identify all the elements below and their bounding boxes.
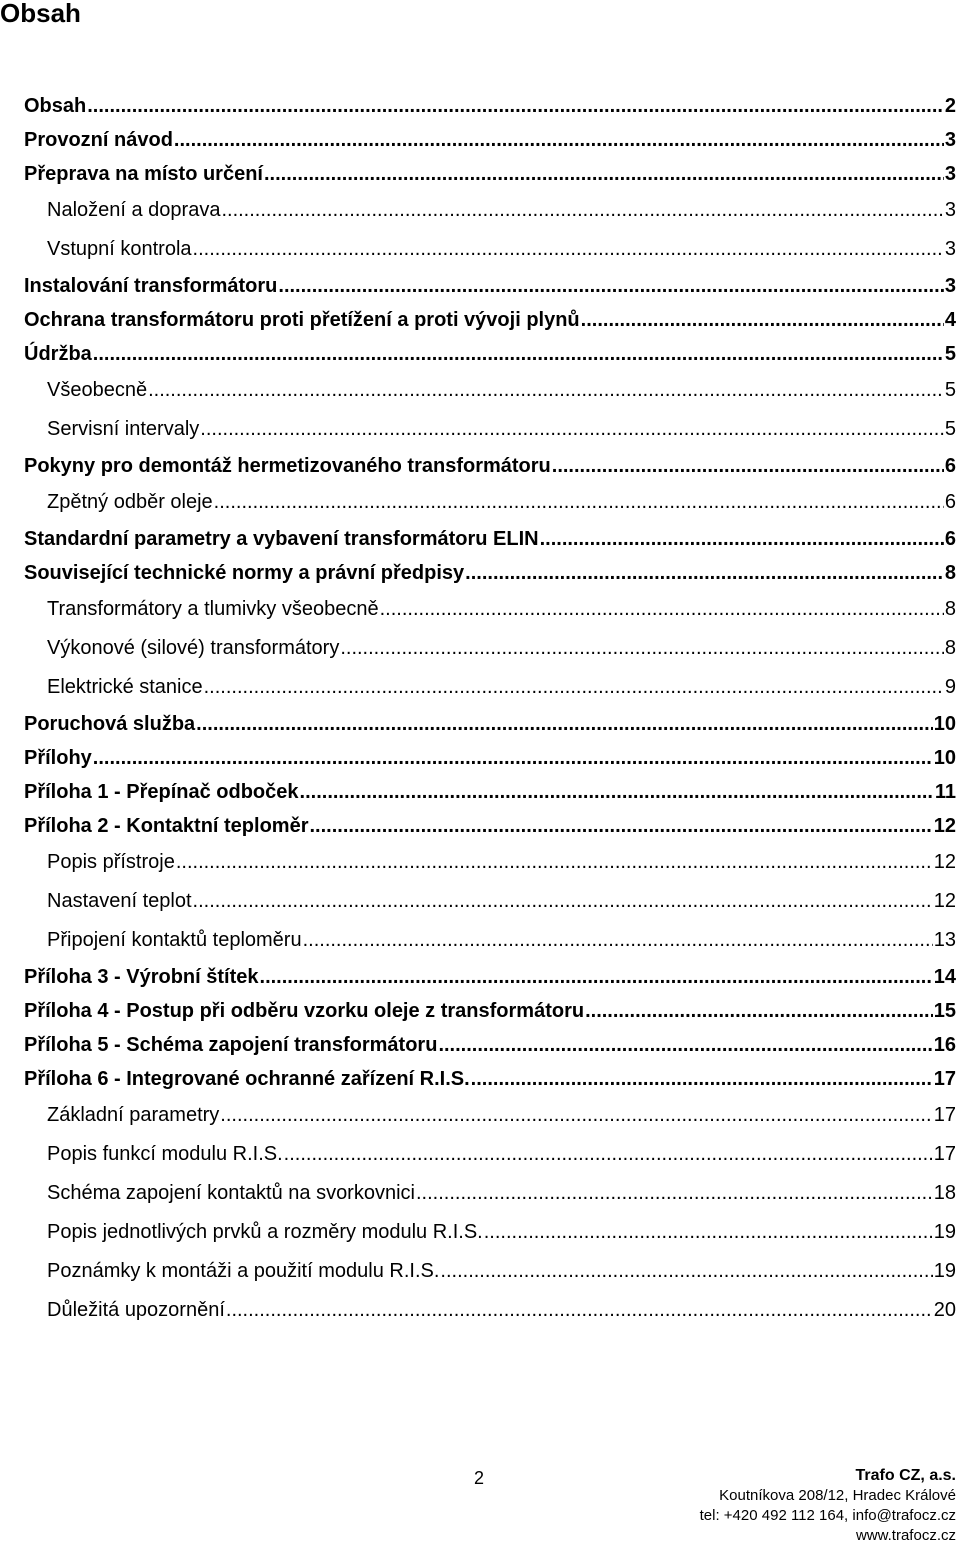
toc-dot-leader: [540, 522, 944, 556]
toc-entry-page-number: 12: [933, 890, 956, 912]
toc-entry-title: Přílohy: [24, 747, 92, 769]
toc-entry-title: Přeprava na místo určení: [24, 163, 263, 185]
toc-entry-page-number: 5: [944, 418, 956, 440]
toc-entry[interactable]: [24, 157, 960, 191]
toc-entry[interactable]: [24, 1062, 960, 1096]
toc-entry-title: Připojení kontaktů teploměru: [47, 929, 302, 951]
toc-dot-leader: [148, 371, 944, 410]
toc-entry[interactable]: [24, 1028, 960, 1062]
toc-dot-leader: [581, 303, 944, 337]
toc-entry-page-number: 6: [944, 491, 956, 513]
toc-entry[interactable]: [24, 1174, 960, 1213]
toc-entry-title: Důležitá upozornění: [47, 1299, 225, 1321]
toc-dot-leader: [552, 449, 944, 483]
toc-dot-leader: [284, 1135, 933, 1174]
toc-dot-leader: [221, 191, 943, 230]
toc-entry-title: Základní parametry: [47, 1104, 220, 1126]
toc-dot-leader: [176, 843, 933, 882]
toc-entry[interactable]: [24, 449, 960, 483]
toc-dot-leader: [471, 1062, 933, 1096]
toc-entry-page-number: 5: [944, 379, 956, 401]
toc-dot-leader: [309, 809, 932, 843]
toc-entry[interactable]: [24, 371, 960, 410]
toc-dot-leader: [438, 1028, 932, 1062]
toc-entry-title: Související technické normy a právní předpisy: [24, 562, 465, 584]
toc-entry-page-number: 4: [944, 309, 956, 331]
toc-entry[interactable]: [24, 123, 960, 157]
toc-entry-title: Příloha 3 - Výrobní štítek: [24, 966, 259, 988]
toc-entry[interactable]: [24, 303, 960, 337]
company-address: Koutníkova 208/12, Hradec Králové: [719, 1487, 956, 1504]
toc-dot-leader: [484, 1213, 933, 1252]
toc-entry-page-number: 3: [944, 275, 956, 297]
toc-entry-title: Popis jednotlivých prvků a rozměry modulu R.I.S.: [47, 1221, 483, 1243]
toc-entry-title: Údržba: [24, 343, 92, 365]
toc-entry-title: Instalování transformátoru: [24, 275, 278, 297]
toc-entry-page-number: 9: [944, 676, 956, 698]
footer-company-info: [700, 1466, 956, 1546]
toc-entry[interactable]: [24, 230, 960, 269]
toc-entry[interactable]: [24, 843, 960, 882]
footer-page-number: 2: [474, 1468, 485, 1488]
toc-dot-leader: [340, 629, 944, 668]
toc-entry-title: Naložení a doprava: [47, 199, 221, 221]
toc-dot-leader: [226, 1291, 933, 1330]
table-of-contents: [24, 89, 960, 1330]
toc-entry-page-number: 18: [933, 1182, 956, 1204]
toc-entry[interactable]: [24, 1252, 960, 1291]
toc-dot-leader: [93, 741, 933, 775]
toc-entry[interactable]: [24, 775, 960, 809]
page-title: Obsah: [0, 0, 81, 28]
toc-dot-leader: [380, 590, 944, 629]
toc-entry[interactable]: [24, 741, 960, 775]
toc-dot-leader: [93, 337, 944, 371]
toc-dot-leader: [214, 483, 944, 522]
toc-entry-title: Transformátory a tlumivky všeobecně: [47, 598, 379, 620]
toc-entry[interactable]: [24, 89, 960, 123]
toc-dot-leader: [300, 775, 934, 809]
toc-dot-leader: [193, 230, 944, 269]
toc-entry[interactable]: [24, 1135, 960, 1174]
toc-entry-title: Příloha 1 - Přepínač odboček: [24, 781, 299, 803]
toc-dot-leader: [440, 1252, 932, 1291]
toc-entry-page-number: 14: [933, 966, 956, 988]
toc-entry-title: Obsah: [24, 95, 87, 117]
toc-entry-title: Servisní intervaly: [47, 418, 200, 440]
toc-dot-leader: [174, 123, 944, 157]
toc-entry-page-number: 10: [933, 747, 956, 769]
toc-entry[interactable]: [24, 809, 960, 843]
toc-entry-page-number: 5: [944, 343, 956, 365]
toc-dot-leader: [585, 994, 933, 1028]
toc-entry-page-number: 13: [933, 929, 956, 951]
toc-entry-page-number: 16: [933, 1034, 956, 1056]
toc-entry-title: Schéma zapojení kontaktů na svorkovnici: [47, 1182, 415, 1204]
toc-entry-page-number: 12: [933, 815, 956, 837]
toc-entry-page-number: 15: [933, 1000, 956, 1022]
toc-entry-title: Výkonové (silové) transformátory: [47, 637, 340, 659]
toc-dot-leader: [220, 1096, 932, 1135]
toc-entry-title: Poznámky k montáži a použití modulu R.I.S.: [47, 1260, 440, 1282]
toc-entry-page-number: 6: [944, 455, 956, 477]
toc-entry[interactable]: [24, 483, 960, 522]
toc-entry-page-number: 8: [944, 598, 956, 620]
toc-entry[interactable]: [24, 882, 960, 921]
toc-entry-title: Pokyny pro demontáž hermetizovaného transformátoru: [24, 455, 551, 477]
toc-entry[interactable]: [24, 707, 960, 741]
toc-entry-title: Příloha 4 - Postup při odběru vzorku oleje z transformátoru: [24, 1000, 585, 1022]
toc-entry-page-number: 10: [933, 713, 956, 735]
toc-entry-page-number: 3: [944, 129, 956, 151]
toc-entry[interactable]: [24, 960, 960, 994]
toc-dot-leader: [278, 269, 943, 303]
company-name: Trafo CZ, a.s.: [855, 1467, 956, 1484]
toc-entry-page-number: 6: [944, 528, 956, 550]
toc-entry[interactable]: [24, 994, 960, 1028]
toc-entry-title: Elektrické stanice: [47, 676, 203, 698]
toc-entry-page-number: 17: [933, 1104, 956, 1126]
toc-entry[interactable]: [24, 629, 960, 668]
toc-entry-page-number: 8: [944, 562, 956, 584]
toc-entry-page-number: 20: [933, 1299, 956, 1321]
toc-dot-leader: [260, 960, 933, 994]
toc-entry[interactable]: [24, 590, 960, 629]
toc-dot-leader: [204, 668, 944, 707]
toc-entry[interactable]: [24, 921, 960, 960]
toc-entry-title: Příloha 2 - Kontaktní teploměr: [24, 815, 309, 837]
toc-entry[interactable]: [24, 556, 960, 590]
toc-entry[interactable]: [24, 269, 960, 303]
toc-dot-leader: [264, 157, 944, 191]
toc-entry-page-number: 12: [933, 851, 956, 873]
toc-entry-title: Poruchová služba: [24, 713, 196, 735]
toc-entry-page-number: 3: [944, 238, 956, 260]
toc-entry-page-number: 19: [933, 1221, 956, 1243]
toc-entry[interactable]: [24, 1213, 960, 1252]
company-contact: tel: +420 492 112 164, info@trafocz.cz: [699, 1507, 956, 1524]
toc-entry-title: Vstupní kontrola: [47, 238, 192, 260]
toc-entry-page-number: 19: [933, 1260, 956, 1282]
toc-entry-page-number: 2: [944, 95, 956, 117]
company-website: www.trafocz.cz: [855, 1527, 956, 1544]
toc-entry[interactable]: [24, 522, 960, 556]
toc-entry[interactable]: [24, 337, 960, 371]
toc-entry[interactable]: [24, 668, 960, 707]
toc-entry-page-number: 17: [933, 1143, 956, 1165]
toc-entry[interactable]: [24, 191, 960, 230]
toc-entry-title: Nastavení teplot: [47, 890, 192, 912]
toc-entry-title: Příloha 6 - Integrované ochranné zařízení R.I.S.: [24, 1068, 470, 1090]
toc-entry-title: Zpětný odběr oleje: [47, 491, 213, 513]
toc-entry-title: Příloha 5 - Schéma zapojení transformátoru: [24, 1034, 438, 1056]
toc-entry-page-number: 11: [934, 781, 956, 803]
toc-dot-leader: [416, 1174, 933, 1213]
toc-entry-page-number: 17: [933, 1068, 956, 1090]
toc-dot-leader: [193, 882, 933, 921]
toc-entry[interactable]: [24, 1096, 960, 1135]
toc-entry-title: Standardní parametry a vybavení transformátoru ELIN: [24, 528, 539, 550]
toc-entry-page-number: 3: [944, 199, 956, 221]
toc-entry-title: Popis přístroje: [47, 851, 175, 873]
toc-entry-page-number: 3: [944, 163, 956, 185]
toc-dot-leader: [465, 556, 944, 590]
toc-dot-leader: [200, 410, 944, 449]
toc-dot-leader: [87, 89, 944, 123]
toc-dot-leader: [196, 707, 933, 741]
toc-entry-title: Popis funkcí modulu R.I.S.: [47, 1143, 283, 1165]
toc-entry-title: Ochrana transformátoru proti přetížení a proti vývoji plynů: [24, 309, 580, 331]
toc-entry-title: Provozní návod: [24, 129, 173, 151]
toc-entry-title: Všeobecně: [47, 379, 148, 401]
toc-entry[interactable]: [24, 410, 960, 449]
toc-entry-page-number: 8: [944, 637, 956, 659]
toc-entry[interactable]: [24, 1291, 960, 1330]
toc-dot-leader: [303, 921, 933, 960]
